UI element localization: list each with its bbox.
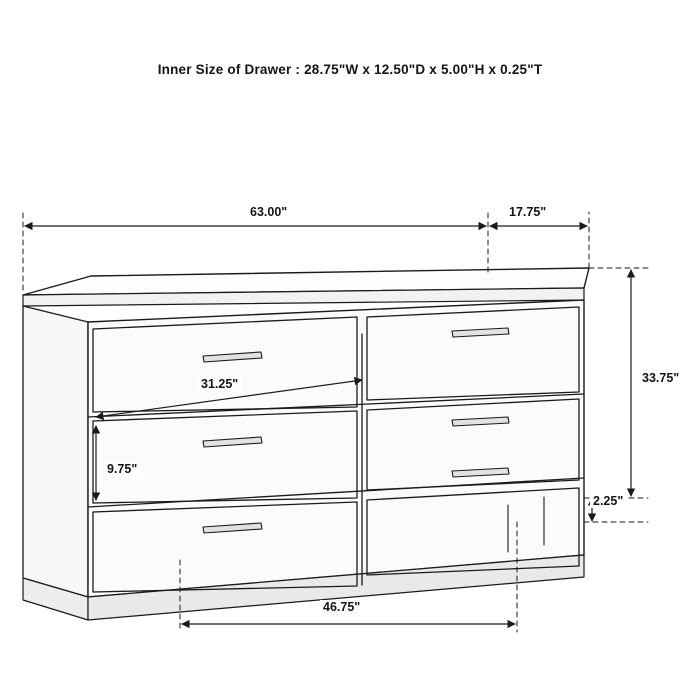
dimension-overall-height: 33.75" bbox=[639, 371, 682, 385]
dimension-base-height: 2.25" bbox=[590, 494, 626, 508]
dimension-overall-width: 63.00" bbox=[247, 205, 290, 219]
dimension-drawer-width: 31.25" bbox=[198, 377, 241, 391]
dimension-foot-span: 46.75" bbox=[320, 600, 363, 614]
dimension-depth: 17.75" bbox=[506, 205, 549, 219]
page-title: Inner Size of Drawer : 28.75"W x 12.50"D x 5.00"H x 0.25"T bbox=[157, 62, 543, 77]
dimension-drawer-height: 9.75" bbox=[104, 462, 140, 476]
